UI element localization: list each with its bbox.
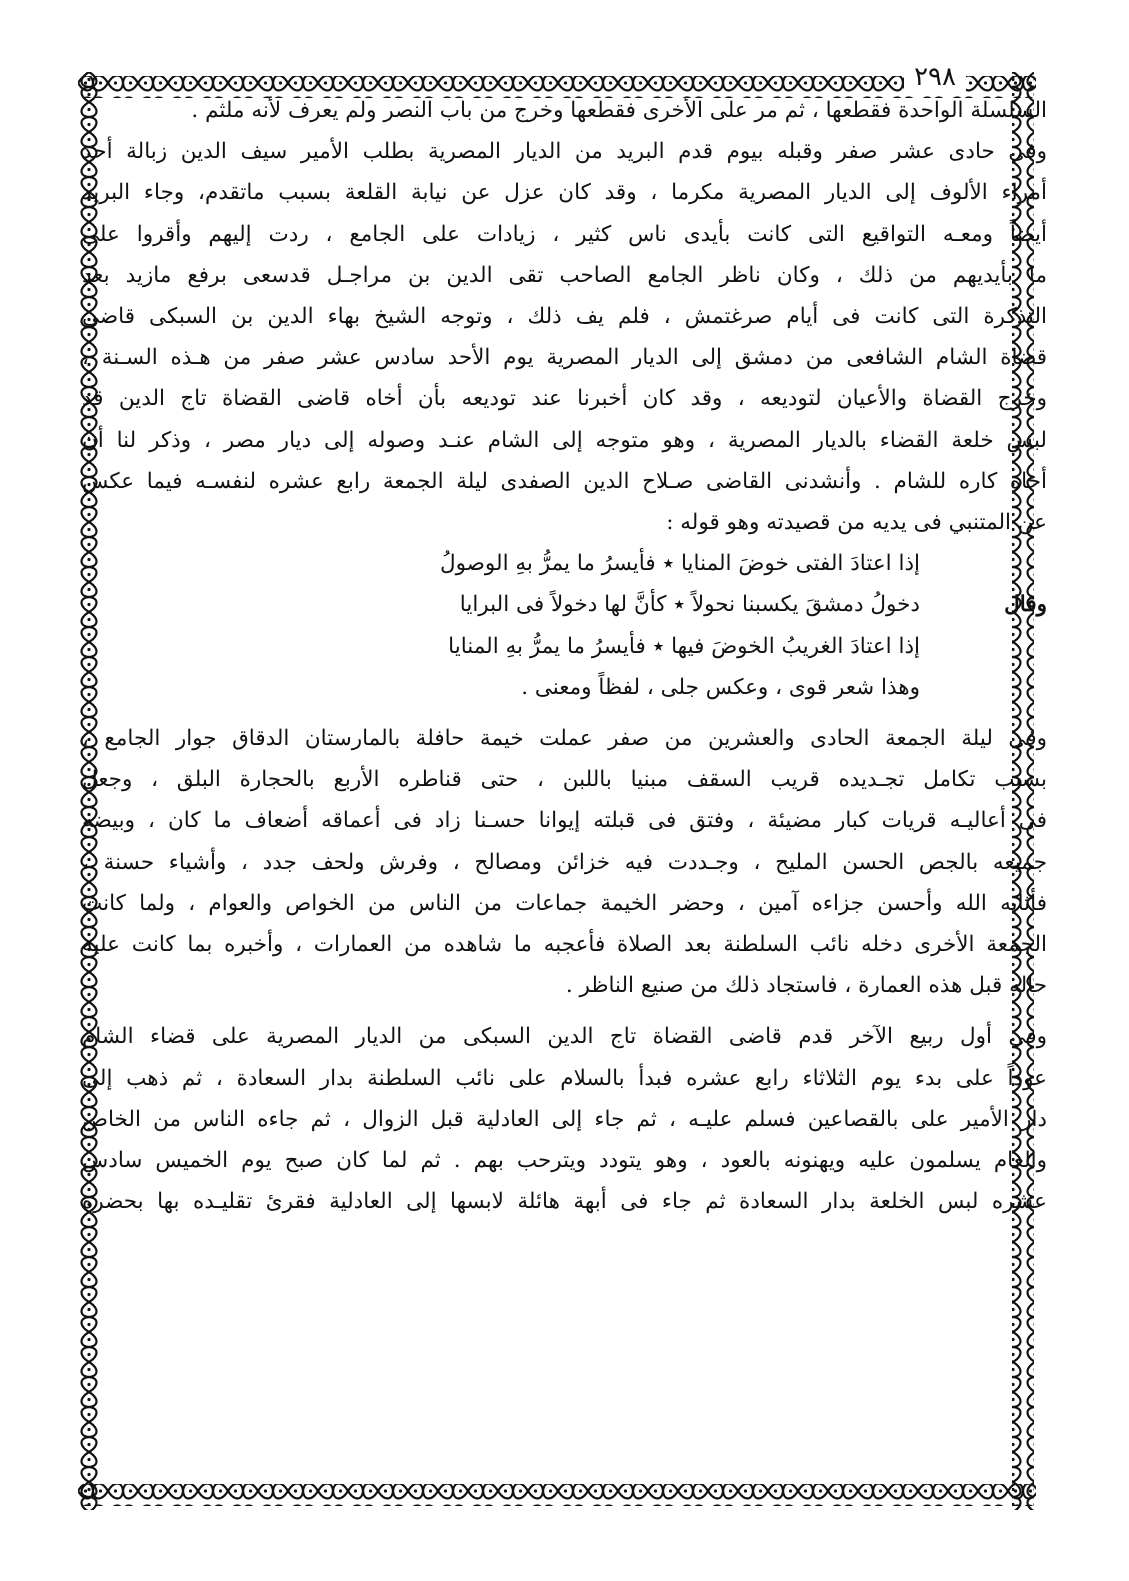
text-line: ما بأيديهم من ذلك ، وكان ناظر الجامع الصاحب تقى الدين بن مراجـل قدسعى برفع مازيد بعد [82, 262, 1047, 288]
text-line: أمراء الألوف إلى الديار المصرية مكرما ، وقد كان عزل عن نيابة القلعة بسبب ماتقدم، وجاء البريد [82, 180, 1047, 206]
page-number: ٢٩٨ [904, 62, 966, 92]
border-bottom [78, 1484, 1036, 1506]
text-line: قضاة الشام الشافعى من دمشق إلى الديار المصرية يوم الأحد سادس عشر صفر من هـذه السـنة ، [82, 345, 1047, 371]
poem-verse [82, 584, 1047, 625]
poem-verse: إذا اعتادَ الغريبُ الخوضَ فيها ٭ فأيسرُ ما يمرُّ بهِ المنايا [448, 633, 920, 659]
poem-note: وهذا شعر قوى ، وعكس جلى ، لفظاً ومعنى . [521, 674, 920, 700]
text-line: فى أعاليـه قريات كبار مضيئة ، وفتق فى قبلته إيوانا حسـنا زاد فى أعماقه أضعاف ما كان ، وبيضه [82, 808, 1047, 834]
text-line: أخاه كاره للشام . وأنشدنى القاضى صـلاح الدين الصفدى ليلة الجمعة رابع عشره لنفسـه فيما عكس [82, 468, 1047, 494]
text-line: والعام يسلمون عليه ويهنونه بالعود ، وهو يتودد ويترحب بهم . ثم لما كان صبح يوم الخميس سادس [82, 1148, 1047, 1174]
poem-label: وقال [1004, 592, 1047, 618]
poem-verse-text: دخولُ دمشقَ يكسبنا نحولاً ٭ كأنَّ لها دخولاً فى البرايا [459, 592, 920, 618]
text-line: الجمعة الأخرى دخله نائب السلطنة بعد الصلاة فأعجبه ما شاهده من العمارات ، وأخبره بما كانت عليه [82, 932, 1047, 958]
text-line: أيضاً ومعـه التواقيع التى كانت بأيدى ناس كثير ، زيادات على الجامع ، ردت إليهم وأقروا على [82, 221, 1047, 247]
text-line: السلسلة الواحدة فقطعها ، ثم مر على الأخرى فقطعها وخرج من باب النصر ولم يعرف لأنه ملثم . [191, 98, 1047, 123]
text-line: جميعه بالجص الحسن المليح ، وجـددت فيه خزائن ومصالح ، وفرش ولحف جدد ، وأشياء حسنة ، [82, 849, 1047, 875]
text-line: وخرج القضاة والأعيان لتوديعه ، وقد كان أخبرنا عند توديعه بأن أخاه قاضى القضاة تاج الدين قد [82, 386, 1047, 412]
paragraph-1 [82, 90, 1047, 131]
text-line: وفى أول ربيع الآخر قدم قاضى القضاة تاج الدين السبكى من الديار المصرية على قضاء الشام [82, 1024, 1047, 1050]
text-line: التذكرة التى كانت فى أيام صرغتمش ، فلم يف ذلك ، وتوجه الشيخ بهاء الدين بن السبكى قاضى [82, 304, 1047, 330]
text-line: لبس خلعة القضاء بالديار المصرية ، وهو متوجه إلى الشام عنـد وصوله إلى ديار مصر ، وذكر لنا أن [82, 427, 1047, 453]
text-line: عوداً على بدء يوم الثلاثاء رابع عشره فبدأ بالسلام على نائب السلطنة بدار السعادة ، ثم ذهب إلى [82, 1065, 1048, 1091]
paragraph-3 [82, 718, 1047, 1006]
text-line: فأثابه الله وأحسن جزاءه آمين ، وحضر الخيمة جماعات من الناس من الخواص والعوام ، ولما كانت [82, 890, 1047, 916]
poem-block [82, 543, 1047, 708]
paragraph-2 [82, 131, 1047, 543]
page-body-text [82, 90, 1047, 1222]
text-line: وفى حادى عشر صفر وقبله بيوم قدم البريد من الديار المصرية بطلب الأمير سيف الدين زبالة أحد [82, 139, 1047, 165]
text-line: عشره لبس الخلعة بدار السعادة ثم جاء فى أبهة هائلة لابسها إلى العادلية فقرئ تقليـده بها بحضرة [82, 1189, 1047, 1215]
text-line: وفى ليلة الجمعة الحادى والعشرين من صفر عملت خيمة حافلة بالمارستان الدقاق جوار الجامع ، [82, 726, 1047, 752]
poem-verse: إذا اعتادَ الفتى خوضَ المنايا ٭ فأيسرُ ما يمرُّ بهِ الوصولُ [439, 551, 920, 577]
paragraph-4 [82, 1016, 1047, 1222]
text-line: دار الأمير على بالقصاعين فسلم عليـه ، ثم جاء إلى العادلية قبل الزوال ، ثم جاءه الناس من الخاص [82, 1106, 1047, 1132]
text-line: بسبب تكامل تجـديده قريب السقف مبنيا باللبن ، حتى قناطره الأربع بالحجارة البلق ، وجعل [82, 767, 1047, 793]
text-line: عن المتنبي فى يديه من قصيدته وهو قوله : [666, 510, 1047, 536]
text-line: حاله قبل هذه العمارة ، فاستجاد ذلك من صنيع الناظر . [565, 973, 1047, 999]
